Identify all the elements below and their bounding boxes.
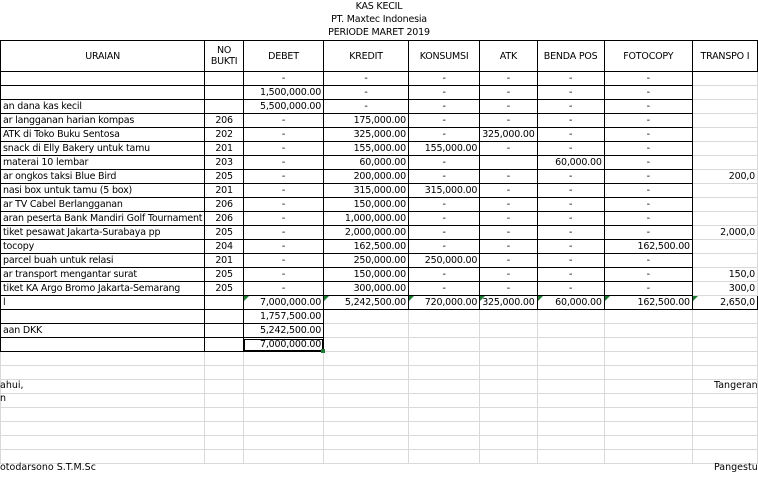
cell[interactable]: 1,000,000.00 bbox=[324, 212, 409, 226]
summary-row bbox=[1, 324, 758, 338]
cell[interactable]: 60,000.00 bbox=[324, 156, 409, 170]
cell[interactable] bbox=[324, 338, 409, 352]
cell[interactable] bbox=[692, 394, 757, 408]
cell[interactable]: - bbox=[408, 268, 479, 282]
cell[interactable] bbox=[324, 366, 409, 380]
cell[interactable]: ar TV Cabel Berlangganan bbox=[1, 198, 205, 212]
cell[interactable] bbox=[1, 366, 205, 380]
cell[interactable]: - bbox=[408, 72, 479, 86]
cell[interactable] bbox=[408, 380, 479, 394]
empty-row bbox=[1, 380, 758, 394]
cell[interactable] bbox=[205, 352, 244, 366]
cell[interactable] bbox=[692, 128, 757, 142]
cell[interactable]: - bbox=[324, 72, 409, 86]
table-row bbox=[1, 226, 758, 240]
table-row bbox=[1, 184, 758, 198]
cell[interactable]: 205 bbox=[205, 170, 244, 184]
cell[interactable] bbox=[205, 366, 244, 380]
cell[interactable]: - bbox=[480, 142, 537, 156]
cell[interactable]: - bbox=[537, 254, 604, 268]
cell[interactable] bbox=[604, 366, 692, 380]
cell[interactable] bbox=[480, 380, 537, 394]
cell[interactable] bbox=[408, 450, 479, 464]
cell[interactable]: - bbox=[480, 226, 537, 240]
cell[interactable] bbox=[205, 86, 244, 100]
cell[interactable]: 300,000.00 bbox=[324, 282, 409, 296]
cell[interactable]: 60,000.00 bbox=[537, 156, 604, 170]
cell[interactable]: 325,000.00 bbox=[480, 128, 537, 142]
cell[interactable]: - bbox=[604, 254, 692, 268]
cell[interactable]: - bbox=[480, 282, 537, 296]
cell[interactable] bbox=[692, 352, 757, 366]
cell[interactable] bbox=[537, 436, 604, 450]
table-row bbox=[1, 114, 758, 128]
cell[interactable]: - bbox=[480, 184, 537, 198]
cell[interactable]: - bbox=[604, 156, 692, 170]
cell[interactable]: - bbox=[537, 184, 604, 198]
cell[interactable]: - bbox=[480, 268, 537, 282]
cell[interactable]: - bbox=[537, 240, 604, 254]
cell[interactable] bbox=[537, 310, 604, 324]
cell[interactable]: - bbox=[604, 142, 692, 156]
cell[interactable] bbox=[480, 324, 537, 338]
cell[interactable]: 201 bbox=[205, 184, 244, 198]
cell[interactable]: - bbox=[480, 254, 537, 268]
cell[interactable] bbox=[692, 408, 757, 422]
cell[interactable]: parcel buah untuk relasi bbox=[1, 254, 205, 268]
cell[interactable] bbox=[205, 394, 244, 408]
cell[interactable] bbox=[324, 324, 409, 338]
column-header[interactable]: KREDIT bbox=[324, 41, 409, 72]
total-cell[interactable]: 720,000.00 bbox=[408, 296, 479, 310]
total-cell[interactable]: 60,000.00 bbox=[537, 296, 604, 310]
cell[interactable] bbox=[480, 338, 537, 352]
column-header[interactable]: BENDA POS bbox=[537, 41, 604, 72]
cell[interactable] bbox=[692, 156, 757, 170]
company-name: PT. Maxtec Indonesia bbox=[331, 14, 427, 25]
cell[interactable] bbox=[324, 394, 409, 408]
cell[interactable]: tiket KA Argo Bromo Jakarta-Semarang bbox=[1, 282, 205, 296]
cell[interactable]: - bbox=[480, 170, 537, 184]
cell[interactable]: an dana kas kecil bbox=[1, 100, 205, 114]
cell[interactable] bbox=[604, 422, 692, 436]
column-header[interactable]: KONSUMSI bbox=[408, 41, 479, 72]
cell[interactable]: 205 bbox=[205, 282, 244, 296]
cell[interactable] bbox=[692, 212, 757, 226]
cell[interactable] bbox=[243, 408, 323, 422]
cell[interactable] bbox=[205, 436, 244, 450]
total-cell[interactable]: 2,650,0 bbox=[692, 296, 757, 310]
footer-left-2: n bbox=[0, 393, 7, 404]
table-row bbox=[1, 170, 758, 184]
cell[interactable]: - bbox=[324, 86, 409, 100]
cell[interactable] bbox=[324, 380, 409, 394]
table-row bbox=[1, 282, 758, 296]
cell[interactable] bbox=[480, 394, 537, 408]
cell[interactable]: 155,000.00 bbox=[324, 142, 409, 156]
cell[interactable]: 250,000.00 bbox=[324, 254, 409, 268]
cell[interactable] bbox=[205, 338, 244, 352]
cell[interactable] bbox=[408, 408, 479, 422]
empty-row bbox=[1, 352, 758, 366]
cell[interactable]: ar langganan harian kompas bbox=[1, 114, 205, 128]
header-row bbox=[1, 41, 758, 72]
cell[interactable] bbox=[692, 142, 757, 156]
cell[interactable] bbox=[692, 338, 757, 352]
summary-label[interactable] bbox=[1, 310, 205, 324]
cell[interactable]: - bbox=[604, 268, 692, 282]
cell[interactable] bbox=[604, 408, 692, 422]
cell[interactable] bbox=[205, 450, 244, 464]
fill-handle[interactable] bbox=[321, 349, 325, 353]
summary-label[interactable]: aan DKK bbox=[1, 324, 205, 338]
table-row bbox=[1, 128, 758, 142]
cell[interactable]: - bbox=[243, 72, 323, 86]
cell[interactable]: 150,000.00 bbox=[324, 268, 409, 282]
summary-row bbox=[1, 310, 758, 324]
cell[interactable] bbox=[604, 310, 692, 324]
cell[interactable] bbox=[205, 380, 244, 394]
cell[interactable]: - bbox=[537, 142, 604, 156]
cell[interactable]: 204 bbox=[205, 240, 244, 254]
summary-value[interactable]: 7,000,000.00 bbox=[243, 338, 323, 352]
cell[interactable] bbox=[1, 380, 205, 394]
cell[interactable]: ATK di Toko Buku Sentosa bbox=[1, 128, 205, 142]
total-cell[interactable] bbox=[205, 296, 244, 310]
cell[interactable]: 300,0 bbox=[692, 282, 757, 296]
cell[interactable] bbox=[537, 338, 604, 352]
cell[interactable]: aran peserta Bank Mandiri Golf Tournament bbox=[1, 212, 205, 226]
cell[interactable] bbox=[692, 72, 757, 86]
cell[interactable]: 205 bbox=[205, 226, 244, 240]
cell[interactable]: - bbox=[408, 198, 479, 212]
cell[interactable]: 203 bbox=[205, 156, 244, 170]
cell[interactable] bbox=[324, 310, 409, 324]
empty-row bbox=[1, 450, 758, 464]
cell[interactable] bbox=[324, 352, 409, 366]
cell[interactable]: - bbox=[604, 198, 692, 212]
cell[interactable]: 206 bbox=[205, 198, 244, 212]
footer-left-name: otodarsono S.T.M.Sc bbox=[0, 462, 96, 473]
cell[interactable]: ar ongkos taksi Blue Bird bbox=[1, 170, 205, 184]
empty-row bbox=[1, 422, 758, 436]
cell[interactable] bbox=[1, 436, 205, 450]
cell[interactable]: 162,500.00 bbox=[324, 240, 409, 254]
cell[interactable] bbox=[604, 394, 692, 408]
cell[interactable]: - bbox=[480, 240, 537, 254]
table-row bbox=[1, 142, 758, 156]
cell[interactable]: - bbox=[604, 72, 692, 86]
cell[interactable]: - bbox=[408, 128, 479, 142]
cell[interactable]: tiket pesawat Jakarta-Surabaya pp bbox=[1, 226, 205, 240]
cell[interactable]: - bbox=[604, 282, 692, 296]
cell[interactable]: 200,0 bbox=[692, 170, 757, 184]
cell[interactable] bbox=[408, 366, 479, 380]
cell[interactable] bbox=[243, 380, 323, 394]
cell[interactable] bbox=[324, 422, 409, 436]
summary-label[interactable] bbox=[1, 338, 205, 352]
cell[interactable]: - bbox=[604, 184, 692, 198]
cell[interactable]: 315,000.00 bbox=[324, 184, 409, 198]
cell[interactable]: 205 bbox=[205, 268, 244, 282]
cell[interactable]: 155,000.00 bbox=[408, 142, 479, 156]
cell[interactable]: - bbox=[604, 170, 692, 184]
total-cell[interactable]: 325,000.00 bbox=[480, 296, 537, 310]
cell[interactable] bbox=[408, 338, 479, 352]
cell[interactable]: - bbox=[604, 212, 692, 226]
column-header[interactable]: DEBET bbox=[243, 41, 323, 72]
cell[interactable]: 206 bbox=[205, 114, 244, 128]
cell[interactable] bbox=[205, 408, 244, 422]
cell[interactable] bbox=[243, 394, 323, 408]
cell[interactable]: - bbox=[537, 226, 604, 240]
column-header[interactable]: TRANSPO I bbox=[692, 41, 757, 72]
cell[interactable]: 175,000.00 bbox=[324, 114, 409, 128]
cell[interactable]: 250,000.00 bbox=[408, 254, 479, 268]
cell[interactable] bbox=[243, 450, 323, 464]
cell[interactable]: 201 bbox=[205, 254, 244, 268]
cell[interactable] bbox=[1, 408, 205, 422]
table-row bbox=[1, 86, 758, 100]
total-cell[interactable]: l bbox=[1, 296, 205, 310]
cell[interactable]: - bbox=[480, 72, 537, 86]
cell[interactable] bbox=[205, 422, 244, 436]
cell[interactable] bbox=[480, 156, 537, 170]
cell[interactable] bbox=[408, 394, 479, 408]
cell[interactable] bbox=[1, 394, 205, 408]
cell[interactable] bbox=[480, 310, 537, 324]
cell[interactable] bbox=[480, 450, 537, 464]
cell[interactable]: 206 bbox=[205, 212, 244, 226]
cell[interactable] bbox=[243, 352, 323, 366]
total-row bbox=[1, 296, 758, 310]
cell[interactable]: ar transport mengantar surat bbox=[1, 268, 205, 282]
cell[interactable]: - bbox=[604, 114, 692, 128]
summary-value[interactable]: 5,242,500.00 bbox=[243, 324, 323, 338]
cell[interactable]: - bbox=[243, 184, 323, 198]
summary-row bbox=[1, 338, 758, 352]
cell[interactable]: - bbox=[537, 86, 604, 100]
column-header[interactable]: URAIAN bbox=[1, 41, 205, 72]
cell[interactable]: 1,500,000.00 bbox=[243, 86, 323, 100]
cell[interactable] bbox=[480, 366, 537, 380]
cell[interactable] bbox=[205, 324, 244, 338]
cell[interactable] bbox=[324, 408, 409, 422]
cell[interactable]: - bbox=[480, 198, 537, 212]
cell[interactable] bbox=[1, 72, 205, 86]
cell[interactable]: 150,000.00 bbox=[324, 198, 409, 212]
cell[interactable]: - bbox=[480, 212, 537, 226]
table-row bbox=[1, 268, 758, 282]
cell[interactable]: - bbox=[604, 226, 692, 240]
empty-row bbox=[1, 366, 758, 380]
cell[interactable] bbox=[692, 436, 757, 450]
cell[interactable]: - bbox=[243, 226, 323, 240]
cell[interactable]: - bbox=[243, 128, 323, 142]
cell[interactable]: - bbox=[537, 198, 604, 212]
cell[interactable]: - bbox=[604, 100, 692, 114]
cell[interactable] bbox=[537, 408, 604, 422]
empty-row bbox=[1, 394, 758, 408]
cell[interactable]: - bbox=[480, 86, 537, 100]
table-row bbox=[1, 72, 758, 86]
cell[interactable]: - bbox=[243, 142, 323, 156]
cell[interactable] bbox=[480, 352, 537, 366]
cell[interactable] bbox=[604, 338, 692, 352]
cell[interactable] bbox=[205, 310, 244, 324]
cell[interactable] bbox=[604, 324, 692, 338]
cell[interactable]: 315,000.00 bbox=[408, 184, 479, 198]
cell[interactable]: - bbox=[537, 114, 604, 128]
cell[interactable]: - bbox=[243, 240, 323, 254]
cell[interactable]: - bbox=[243, 198, 323, 212]
cell[interactable]: - bbox=[324, 100, 409, 114]
cell[interactable]: - bbox=[537, 170, 604, 184]
cell[interactable] bbox=[243, 366, 323, 380]
cell[interactable]: - bbox=[537, 128, 604, 142]
cell[interactable]: - bbox=[408, 86, 479, 100]
cell[interactable]: - bbox=[408, 156, 479, 170]
cell[interactable] bbox=[1, 86, 205, 100]
cell[interactable]: - bbox=[408, 226, 479, 240]
cell[interactable]: - bbox=[480, 100, 537, 114]
cell[interactable]: - bbox=[604, 86, 692, 100]
summary-value[interactable]: 1,757,500.00 bbox=[243, 310, 323, 324]
cell[interactable]: 162,500.00 bbox=[604, 240, 692, 254]
cell[interactable]: - bbox=[243, 268, 323, 282]
cell[interactable]: 2,000,0 bbox=[692, 226, 757, 240]
cell[interactable]: - bbox=[537, 268, 604, 282]
cell[interactable]: 5,500,000.00 bbox=[243, 100, 323, 114]
cell[interactable] bbox=[692, 324, 757, 338]
cell[interactable]: - bbox=[480, 114, 537, 128]
cell[interactable] bbox=[692, 422, 757, 436]
cell[interactable] bbox=[408, 422, 479, 436]
cell[interactable] bbox=[243, 422, 323, 436]
cell[interactable] bbox=[243, 436, 323, 450]
cell[interactable] bbox=[324, 436, 409, 450]
table-row bbox=[1, 100, 758, 114]
cell[interactable]: - bbox=[243, 156, 323, 170]
cell[interactable] bbox=[537, 324, 604, 338]
cell[interactable] bbox=[480, 408, 537, 422]
table-row bbox=[1, 254, 758, 268]
column-header[interactable]: ATK bbox=[480, 41, 537, 72]
cell[interactable]: - bbox=[604, 128, 692, 142]
cell[interactable] bbox=[408, 352, 479, 366]
cell[interactable]: snack di Elly Bakery untuk tamu bbox=[1, 142, 205, 156]
cell[interactable] bbox=[604, 450, 692, 464]
cell[interactable]: - bbox=[408, 212, 479, 226]
cell[interactable] bbox=[692, 366, 757, 380]
cell[interactable] bbox=[1, 422, 205, 436]
cell[interactable]: tocopy bbox=[1, 240, 205, 254]
cell[interactable]: 150,0 bbox=[692, 268, 757, 282]
cell[interactable]: - bbox=[408, 114, 479, 128]
cell[interactable] bbox=[692, 254, 757, 268]
column-header[interactable]: NO BUKTI bbox=[205, 41, 244, 72]
cell[interactable] bbox=[537, 366, 604, 380]
cell[interactable] bbox=[408, 324, 479, 338]
cell[interactable] bbox=[537, 380, 604, 394]
cell[interactable]: materai 10 lembar bbox=[1, 156, 205, 170]
cell[interactable]: - bbox=[243, 114, 323, 128]
cell[interactable] bbox=[537, 422, 604, 436]
cell[interactable]: 201 bbox=[205, 142, 244, 156]
cell[interactable]: - bbox=[537, 212, 604, 226]
cell[interactable]: - bbox=[537, 282, 604, 296]
table-row bbox=[1, 240, 758, 254]
cell[interactable]: - bbox=[243, 282, 323, 296]
cell[interactable] bbox=[537, 450, 604, 464]
cell[interactable]: nasi box untuk tamu (5 box) bbox=[1, 184, 205, 198]
total-cell[interactable]: 162,500.00 bbox=[604, 296, 692, 310]
cell[interactable] bbox=[692, 114, 757, 128]
cell[interactable]: 202 bbox=[205, 128, 244, 142]
cell[interactable] bbox=[604, 436, 692, 450]
cell[interactable] bbox=[537, 394, 604, 408]
cell[interactable] bbox=[692, 198, 757, 212]
cell[interactable] bbox=[480, 422, 537, 436]
cell[interactable]: - bbox=[537, 100, 604, 114]
footer-right-1: Tangeran bbox=[714, 380, 758, 391]
total-cell[interactable]: 7,000,000.00 bbox=[243, 296, 323, 310]
cell[interactable] bbox=[604, 380, 692, 394]
cell[interactable] bbox=[205, 100, 244, 114]
table-row bbox=[1, 198, 758, 212]
cell[interactable] bbox=[324, 450, 409, 464]
report-title: KAS KECIL bbox=[355, 1, 403, 12]
cell[interactable]: - bbox=[408, 170, 479, 184]
cell[interactable]: - bbox=[537, 72, 604, 86]
total-cell[interactable]: 5,242,500.00 bbox=[324, 296, 409, 310]
cell[interactable]: - bbox=[408, 282, 479, 296]
cell[interactable] bbox=[692, 100, 757, 114]
table-row bbox=[1, 156, 758, 170]
cell[interactable]: 325,000.00 bbox=[324, 128, 409, 142]
footer-left-1: ahui, bbox=[0, 380, 24, 391]
cell[interactable] bbox=[1, 352, 205, 366]
cell[interactable] bbox=[408, 436, 479, 450]
empty-row bbox=[1, 408, 758, 422]
cell[interactable] bbox=[692, 310, 757, 324]
report-period: PERIODE MARET 2019 bbox=[328, 27, 430, 38]
cash-table bbox=[0, 40, 758, 464]
cell[interactable] bbox=[692, 86, 757, 100]
cell[interactable] bbox=[205, 72, 244, 86]
table-row bbox=[1, 212, 758, 226]
cell[interactable] bbox=[604, 352, 692, 366]
cell[interactable] bbox=[692, 184, 757, 198]
cell[interactable] bbox=[408, 310, 479, 324]
cell[interactable]: - bbox=[408, 240, 479, 254]
cell[interactable]: - bbox=[243, 212, 323, 226]
empty-row bbox=[1, 436, 758, 450]
footer-right-name: Pangestu bbox=[714, 462, 758, 473]
cell[interactable]: - bbox=[408, 100, 479, 114]
column-header[interactable]: FOTOCOPY bbox=[604, 41, 692, 72]
cell[interactable] bbox=[480, 436, 537, 450]
cell[interactable]: 2,000,000.00 bbox=[324, 226, 409, 240]
cell[interactable] bbox=[692, 240, 757, 254]
cell[interactable]: 200,000.00 bbox=[324, 170, 409, 184]
cell[interactable] bbox=[537, 352, 604, 366]
cell[interactable]: - bbox=[243, 170, 323, 184]
cell[interactable]: - bbox=[243, 254, 323, 268]
